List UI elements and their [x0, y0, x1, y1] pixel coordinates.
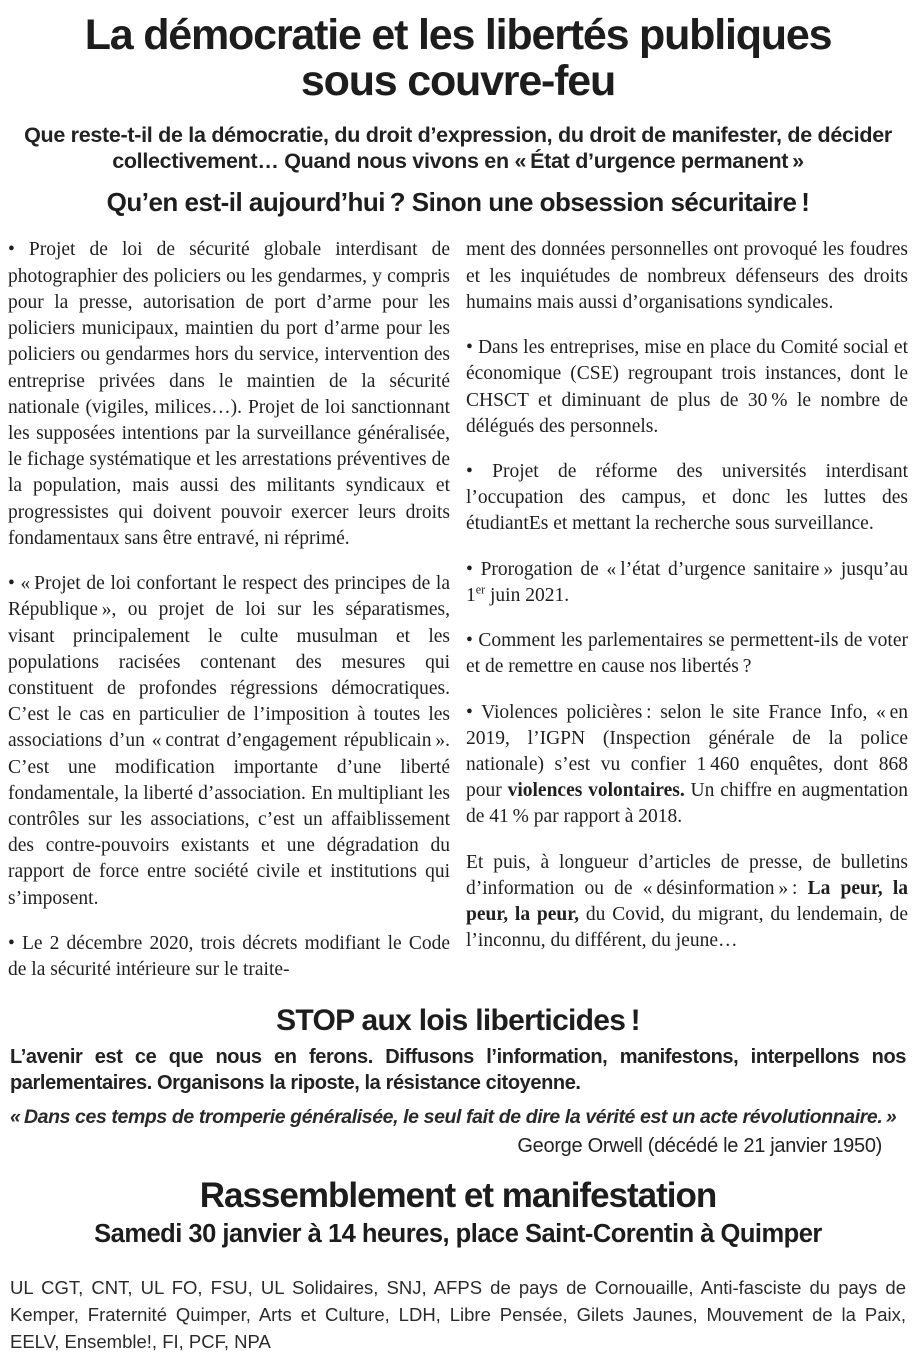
signatories-list: UL CGT, CNT, UL FO, FSU, UL Solidaires, SNJ, AFPS de pays de Cornouaille, Anti-fasciste du pays de Kemper, Fraternité Quimper, Arts et Culture, LDH, Libre Pensée, Gilets Jaunes, Mouvement de la Paix, EELV, Ensemble!, FI, PCF, NPA — [10, 1277, 906, 1352]
body-paragraph: • « Projet de loi confortant le respect des principes de la République », ou projet de loi sur les séparatismes, visant principalement le culte musulman et les populations racisées contenant des mesures qui constituent de profondes régressions démocratiques. C’est le cas en particulier de l’imposition à toutes les associations d’un « contrat d’engagement républicain ». C’est une modification importante d’une liberté fondamentale, la liberté d’association. En multipliant les contrôles sur les associations, c’est un affaiblissement des contre-pouvoirs existants et une dégradation du rapport de force entre société civile et institutions qui s’imposent. — [8, 573, 450, 909]
orwell-quote: « Dans ces temps de tromperie généralisée, le seul fait de dire la vérité est un acte révolutionnaire. » — [10, 1106, 897, 1129]
body-paragraph: • Dans les entreprises, mise en place du Comité social et économique (CSE) regroupant trois instances, dont le CHSCT et diminuant de plus de 30 % le nombre de délégués des personnels. — [466, 337, 908, 437]
right-column — [466, 237, 908, 1002]
event-details: Samedi 30 janvier à 14 heures, place Saint-Corentin à Quimper — [94, 1220, 822, 1249]
body-paragraph: • Projet de réforme des universités interdisant l’occupation des campus, et donc les luttes des étudiantEs et mettant la recherche sous surveillance. — [466, 460, 908, 535]
body-paragraph: • Le 2 décembre 2020, trois décrets modifiant le Code de la sécurité intérieure sur le traite- — [8, 932, 450, 981]
body-paragraph: ment des données personnelles ont provoqué les foudres et les inquiétudes de nombreux défenseurs des droits humains mais aussi d’organisations syndicales. — [466, 239, 908, 313]
lede-text: Que reste-t-il de la démocratie, du droit d’expression, du droit de manifester, de décider collectivement… Quand nous vivons en « État d’urgence permanent » — [24, 123, 892, 174]
page-title-line2: sous couvre-feu — [300, 57, 616, 105]
quote-attribution: George Orwell (décédé le 21 janvier 1950) — [517, 1135, 882, 1158]
call-to-action-text: L’avenir est ce que nous en ferons. Diffusons l’information, manifestons, interpellons nos parlementaires. Organisons la riposte, la résistance citoyenne. — [10, 1046, 906, 1095]
left-column — [8, 237, 450, 1002]
page-title — [8, 12, 908, 104]
stop-heading: STOP aux lois liberticides ! — [276, 1004, 640, 1038]
event-heading: Rassemblement et manifestation — [199, 1176, 717, 1216]
body-paragraph: Et puis, à longueur d’articles de presse, de bulletins d’information ou de « désinformation » : La peur, la peur, la peur, du Covid, du migrant, du lendemain, de l’inconnu, du différent, du jeune… — [466, 851, 908, 952]
two-column-body — [8, 237, 908, 1002]
body-paragraph: • Violences policières : selon le site France Info, « en 2019, l’IGPN (Inspection générale de la police nationale) s’est vu confier 1 460 enquêtes, dont 868 pour violences volontaires. Un chiffre en augmentation de 41 % par rapport à 2018. — [466, 701, 908, 828]
question-heading: Qu’en est-il aujourd’hui ? Sinon une obsession sécuritaire ! — [106, 187, 810, 218]
body-paragraph: • Prorogation de « l’état d’urgence sanitaire » jusqu’au 1er juin 2021. — [466, 558, 908, 606]
page-title-line1: La démocratie et les libertés publiques — [84, 11, 832, 59]
body-paragraph: • Projet de loi de sécurité globale interdisant de photographier des policiers ou les gendarmes, y compris pour la presse, autorisation de port d’arme pour les policiers municipaux, maintien du port d’arme pour les policiers ou gendarmes hors du service, intervention des entreprise privées dans le maintien de la sécurité nationale (vigiles, milices…). Projet de loi sanctionnant les supposées intentions par la surveillance généralisée, le fichage systématique et les arrestations préventives de la population, mais aussi des militants syndicaux et progressistes qui doivent pouvoir exercer leurs droits fondamentaux sans être entravé, ni réprimé. — [8, 239, 450, 549]
body-paragraph: • Comment les parlementaires se permettent-ils de voter et de remettre en cause nos libertés ? — [466, 630, 908, 678]
